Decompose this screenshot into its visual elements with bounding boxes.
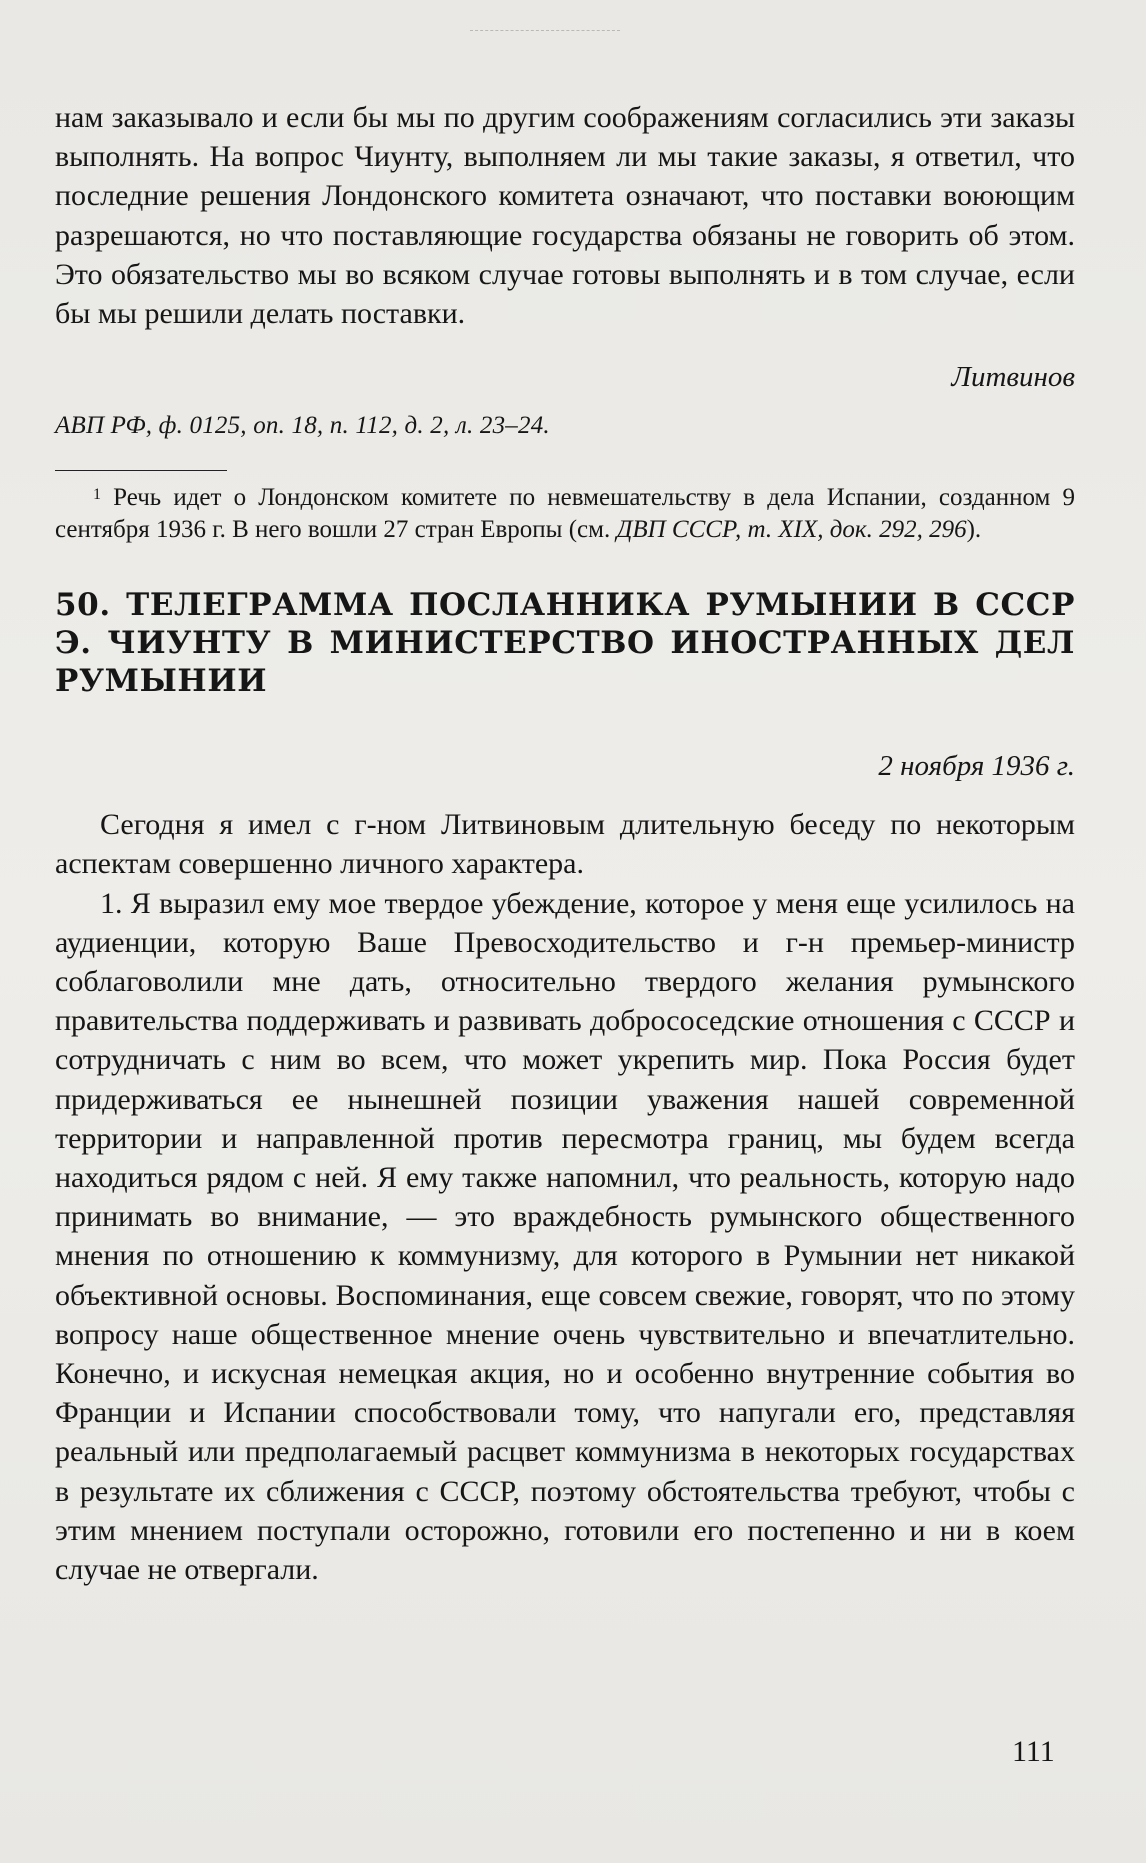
document-paragraph: Сегодня я имел с г-ном Литвиновым длительную беседу по некоторым аспектам совершенно личного характера.: [55, 808, 1075, 881]
signature: Литвинов: [951, 361, 1075, 394]
page-content: [55, 98, 1075, 1589]
document-date: 2 ноября 1936 г.: [878, 750, 1075, 783]
footnote-text: Речь идет о Лондонском комитете по невмешательству в дела Испании, созданном 9 сентября 1936 г. В него вошли 27 стран Европы (см.: [55, 484, 1076, 544]
print-mark: [470, 30, 620, 35]
document-paragraph: 1. Я выразил ему мое твердое убеждение, которое у меня еще усилилось на аудиенции, которую Ваше Превосходительство и г-н премьер-министр соблаговолили мне дать, относительно твердого желания румынского правительства поддерживать и развивать добрососедские отношения с СССР и сотрудничать с ним во всем, что может укрепить мир. Пока Россия будет придерживаться ее нынешней позиции уважения нашей современной территории и направленной против пересмотра границ, мы будем всегда находиться рядом с ней. Я ему также напомнил, что реальность, которую надо принимать во внимание, — это враждебность румынского общественного мнения по отношению к коммунизму, для которого в Румынии нет никакой объективной основы. Воспоминания, еще совсем свежие, говорят, что по этому вопросу наше общественное мнение очень чувствительно и впечатлительно. Конечно, и искусная немецкая акция, но и особенно внутренние события во Франции и Испании способствовали тому, что напугали его, представляя реальный или предполагаемый расцвет коммунизма в некоторых государствах в результате их сближения с СССР, поэтому обстоятельства требуют, чтобы с этим мнением поступали осторожно, готовили его постепенно и ни в коем случае не отвергали.: [55, 886, 1075, 1587]
footnote-marker: 1: [93, 486, 101, 504]
continuation-paragraph: нам заказывало и если бы мы по другим соображениям согласились эти заказы выполнять. На вопрос Чиунту, выполняем ли мы такие заказы, я ответил, что последние решения Лондонского комитета означают, что поставки воюющим разрешаются, но что поставляющие государства обязаны не говорить об этом. Это обязательство мы во всяком случае готовы выполнять и в том случае, если бы мы решили делать поставки.: [55, 101, 1075, 331]
footnote-citation: ДВП СССР, т. XIX, док. 292, 296: [616, 516, 967, 544]
page-number: 111: [1012, 1735, 1055, 1768]
footnote-divider: [55, 470, 227, 471]
footnote-text-end: ).: [966, 516, 982, 544]
archive-reference: АВП РФ, ф. 0125, оп. 18, п. 112, д. 2, л. 23–24.: [55, 412, 550, 440]
footnote: [55, 479, 1075, 546]
document-heading: 50. ТЕЛЕГРАММА ПОСЛАННИКА РУМЫНИИ В СССР Э. ЧИУНТУ В МИНИСТЕРСТВО ИНОСТРАННЫХ ДЕЛ РУМЫНИИ: [55, 587, 1075, 700]
